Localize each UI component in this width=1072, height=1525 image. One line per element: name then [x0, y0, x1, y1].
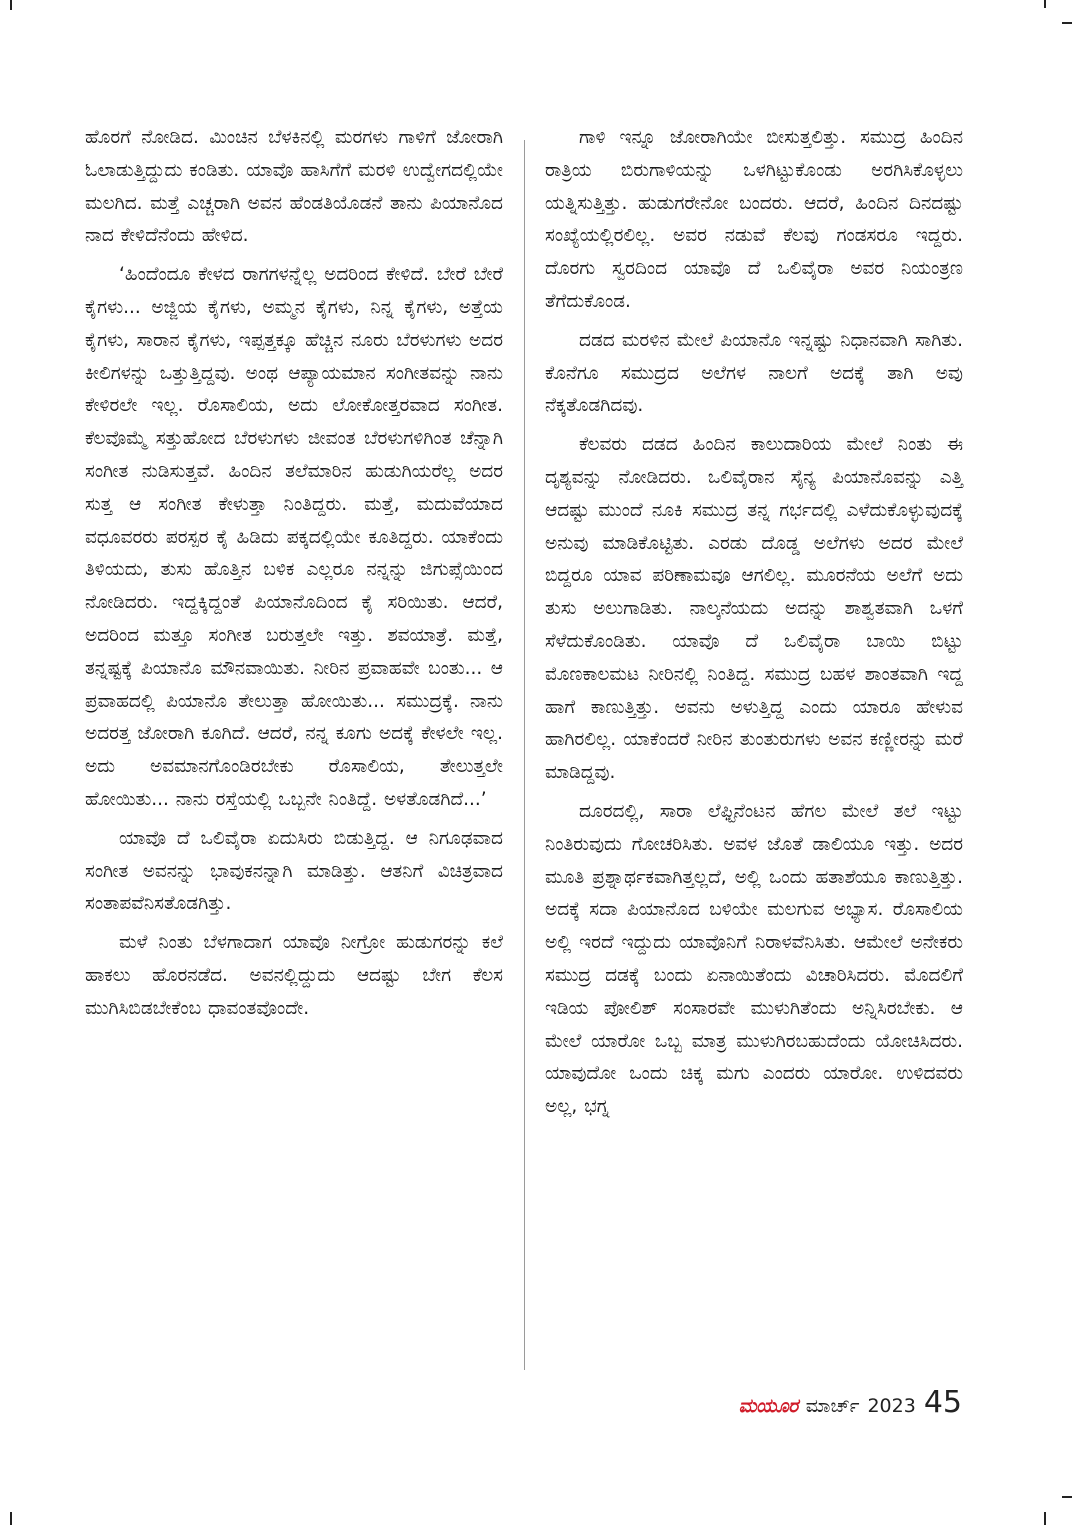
crop-mark-top-right	[1044, 0, 1046, 8]
paragraph: ಹೊರಗೆ ನೋಡಿದ. ಮಿಂಚಿನ ಬೆಳಕಿನಲ್ಲಿ ಮರಗಳು ಗಾಳಿಗೆ ಜೋರಾಗಿ ಓಲಾಡುತ್ತಿದ್ದುದು ಕಂಡಿತು. ಯಾವೊ ಹಾಸಿಗೆಗೆ ಮರಳಿ ಉದ್ವೇಗದಲ್ಲಿಯೇ ಮಲಗಿದ. ಮತ್ತೆ ಎಚ್ಚರಾಗಿ ಅವನ ಹೆಂಡತಿಯೊಡನೆ ತಾನು ಪಿಯಾನೊದ ನಾದ ಕೇಳಿದೆನೆಂದು ಹೇಳಿದ.	[85, 127, 503, 247]
magazine-brand: ಮಯೂರ	[738, 1395, 798, 1417]
paragraph: ಯಾವೊ ದೆ ಒಲಿವೈರಾ ಏದುಸಿರು ಬಿಡುತ್ತಿದ್ದ. ಆ ನಿಗೂಢವಾದ ಸಂಗೀತ ಅವನನ್ನು ಭಾವುಕನನ್ನಾಗಿ ಮಾಡಿತ್ತು. ಆತನಿಗೆ ವಿಚಿತ್ರವಾದ ಸಂತಾಪವೆನಿಸತೊಡಗಿತ್ತು.	[85, 827, 503, 915]
paragraph: ಗಾಳಿ ಇನ್ನೂ ಜೋರಾಗಿಯೇ ಬೀಸುತ್ತಲಿತ್ತು. ಸಮುದ್ರ ಹಿಂದಿನ ರಾತ್ರಿಯ ಬಿರುಗಾಳಿಯನ್ನು ಒಳಗಿಟ್ಟುಕೊಂಡು ಅರಗಿಸಿಕೊಳ್ಳಲು ಯತ್ನಿಸುತ್ತಿತ್ತು. ಹುಡುಗರೇನೋ ಬಂದರು. ಆದರೆ, ಹಿಂದಿನ ದಿನದಷ್ಟು ಸಂಖ್ಯೆಯಲ್ಲಿರಲಿಲ್ಲ. ಅವರ ನಡುವೆ ಕೆಲವು ಗಂಡಸರೂ ಇದ್ದರು. ದೊರಗು ಸ್ವರದಿಂದ ಯಾವೊ ದೆ ಒಲಿವೈರಾ ಅವರ ನಿಯಂತ್ರಣ ತೆಗೆದುಕೊಂಡ.	[545, 127, 963, 312]
left-text-column	[85, 122, 503, 1032]
paragraph: ದೂರದಲ್ಲಿ, ಸಾರಾ ಲೆಫ್ಟಿನೆಂಟನ ಹೆಗಲ ಮೇಲೆ ತಲೆ ಇಟ್ಟು ನಿಂತಿರುವುದು ಗೋಚರಿಸಿತು. ಅವಳ ಜೊತೆ ಡಾಲಿಯೂ ಇತ್ತು. ಅದರ ಮೂತಿ ಪ್ರಶ್ನಾರ್ಥಕವಾಗಿತ್ತಲ್ಲದೆ, ಅಲ್ಲಿ ಒಂದು ಹತಾಶೆಯೂ ಕಾಣುತ್ತಿತ್ತು. ಅದಕ್ಕೆ ಸದಾ ಪಿಯಾನೊದ ಬಳಿಯೇ ಮಲಗುವ ಅಭ್ಯಾಸ. ರೊಸಾಲಿಯ ಅಲ್ಲಿ ಇರದೆ ಇದ್ದುದು ಯಾವೊನಿಗೆ ನಿರಾಳವೆನಿಸಿತು. ಆಮೇಲೆ ಅನೇಕರು ಸಮುದ್ರ ದಡಕ್ಕೆ ಬಂದು ಏನಾಯಿತೆಂದು ವಿಚಾರಿಸಿದರು. ಮೊದಲಿಗೆ ಇಡಿಯ ಪೋಲಿಶ್ ಸಂಸಾರವೇ ಮುಳುಗಿತೆಂದು ಅನ್ನಿಸಿರಬೇಕು. ಆ ಮೇಲೆ ಯಾರೋ ಒಬ್ಬ ಮಾತ್ರ ಮುಳುಗಿರಬಹುದೆಂದು ಯೋಚಿಸಿದರು. ಯಾವುದೋ ಒಂದು ಚಿಕ್ಕ ಮಗು ಎಂದರು ಯಾರೋ. ಉಳಿದವರು ಅಲ್ಲ, ಭಗ್ನ	[545, 800, 963, 1118]
crop-mark-bottom-right	[1044, 1512, 1046, 1525]
paragraph: ಕೆಲವರು ದಡದ ಹಿಂದಿನ ಕಾಲುದಾರಿಯ ಮೇಲೆ ನಿಂತು ಈ ದೃಶ್ಯವನ್ನು ನೋಡಿದರು. ಒಲಿವೈರಾನ ಸೈನ್ಯ ಪಿಯಾನೊವನ್ನು ಎತ್ತಿ ಆದಷ್ಟು ಮುಂದೆ ನೂಕಿ ಸಮುದ್ರ ತನ್ನ ಗರ್ಭದಲ್ಲಿ ಎಳೆದುಕೊಳ್ಳುವುದಕ್ಕೆ ಅನುವು ಮಾಡಿಕೊಟ್ಟಿತು. ಎರಡು ದೊಡ್ಡ ಅಲೆಗಳು ಅದರ ಮೇಲೆ ಬಿದ್ದರೂ ಯಾವ ಪರಿಣಾಮವೂ ಆಗಲಿಲ್ಲ. ಮೂರನೆಯ ಅಲೆಗೆ ಅದು ತುಸು ಅಲುಗಾಡಿತು. ನಾಲ್ಕನೆಯದು ಅದನ್ನು ಶಾಶ್ವತವಾಗಿ ಒಳಗೆ ಸೆಳೆದುಕೊಂಡಿತು. ಯಾವೊ ದೆ ಒಲಿವೈರಾ ಬಾಯಿ ಬಿಟ್ಟು ಮೊಣಕಾಲಮಟ ನೀರಿನಲ್ಲಿ ನಿಂತಿದ್ದ. ಸಮುದ್ರ ಬಹಳ ಶಾಂತವಾಗಿ ಇದ್ದ ಹಾಗೆ ಕಾಣುತ್ತಿತ್ತು. ಅವನು ಅಳುತ್ತಿದ್ದ ಎಂದು ಯಾರೂ ಹೇಳುವ ಹಾಗಿರಲಿಲ್ಲ. ಯಾಕೆಂದರೆ ನೀರಿನ ತುಂತುರುಗಳು ಅವನ ಕಣ್ಣೀರನ್ನು ಮರೆ ಮಾಡಿದ್ದವು.	[545, 434, 963, 784]
paragraph: ‘ಹಿಂದೆಂದೂ ಕೇಳದ ರಾಗಗಳನ್ನೆಲ್ಲ ಅದರಿಂದ ಕೇಳಿದೆ. ಬೇರೆ ಬೇರೆ ಕೈಗಳು... ಅಜ್ಜಿಯ ಕೈಗಳು, ಅಮ್ಮನ ಕೈಗಳು, ನಿನ್ನ ಕೈಗಳು, ಅತ್ತೆಯ ಕೈಗಳು, ಸಾರಾನ ಕೈಗಳು, ಇಪ್ಪತ್ತಕ್ಕೂ ಹೆಚ್ಚಿನ ನೂರು ಬೆರಳುಗಳು ಅದರ ಕೀಲಿಗಳನ್ನು ಒತ್ತುತ್ತಿದ್ದವು. ಅಂಥ ಆಪ್ಯಾಯಮಾನ ಸಂಗೀತವನ್ನು ನಾನು ಕೇಳಿರಲೇ ಇಲ್ಲ. ರೊಸಾಲಿಯ, ಅದು ಲೋಕೋತ್ತರವಾದ ಸಂಗೀತ. ಕೆಲವೊಮ್ಮೆ ಸತ್ತುಹೋದ ಬೆರಳುಗಳು ಜೀವಂತ ಬೆರಳುಗಳಿಗಿಂತ ಚೆನ್ನಾಗಿ ಸಂಗೀತ ನುಡಿಸುತ್ತವೆ. ಹಿಂದಿನ ತಲೆಮಾರಿನ ಹುಡುಗಿಯರೆಲ್ಲ ಅದರ ಸುತ್ತ ಆ ಸಂಗೀತ ಕೇಳುತ್ತಾ ನಿಂತಿದ್ದರು. ಮತ್ತೆ, ಮದುವೆಯಾದ ವಧೂವರರು ಪರಸ್ಪರ ಕೈ ಹಿಡಿದು ಪಕ್ಕದಲ್ಲಿಯೇ ಕೂತಿದ್ದರು. ಯಾಕೆಂದು ತಿಳಿಯದು, ತುಸು ಹೊತ್ತಿನ ಬಳಿಕ ಎಲ್ಲರೂ ನನ್ನನ್ನು ಜಿಗುಪ್ಸೆಯಿಂದ ನೋಡಿದರು. ಇದ್ದಕ್ಕಿದ್ದಂತೆ ಪಿಯಾನೊದಿಂದ ಕೈ ಸರಿಯಿತು. ಆದರೆ, ಅದರಿಂದ ಮತ್ತೂ ಸಂಗೀತ ಬರುತ್ತಲೇ ಇತ್ತು. ಶವಯಾತ್ರೆ. ಮತ್ತೆ, ತನ್ನಷ್ಟಕ್ಕೆ ಪಿಯಾನೊ ಮೌನವಾಯಿತು. ನೀರಿನ ಪ್ರವಾಹವೇ ಬಂತು... ಆ ಪ್ರವಾಹದಲ್ಲಿ ಪಿಯಾನೊ ತೇಲುತ್ತಾ ಹೋಯಿತು... ಸಮುದ್ರಕ್ಕೆ. ನಾನು ಅದರತ್ತ ಜೋರಾಗಿ ಕೂಗಿದೆ. ಆದರೆ, ನನ್ನ ಕೂಗು ಅದಕ್ಕೆ ಕೇಳಲೇ ಇಲ್ಲ. ಅದು ಅವಮಾನಗೊಂಡಿರಬೇಕು ರೊಸಾಲಿಯ, ತೇಲುತ್ತಲೇ ಹೋಯಿತು... ನಾನು ರಸ್ತೆಯಲ್ಲಿ ಒಬ್ಬನೇ ನಿಂತಿದ್ದೆ. ಅಳತೊಡಗಿದೆ...’	[85, 264, 503, 810]
crop-mark-right-lower	[1062, 1496, 1072, 1498]
crop-mark-right-upper	[1062, 22, 1072, 24]
paragraph: ಮಳೆ ನಿಂತು ಬೆಳಗಾದಾಗ ಯಾವೊ ನೀಗ್ರೋ ಹುಡುಗರನ್ನು ಕಲೆ ಹಾಕಲು ಹೊರನಡೆದ. ಅವನಲ್ಲಿದ್ದುದು ಆದಷ್ಟು ಬೇಗ ಕೆಲಸ ಮುಗಿಸಿಬಿಡಬೇಕೆಂಬ ಧಾವಂತವೊಂದೇ.	[85, 932, 503, 1019]
paragraph: ದಡದ ಮರಳಿನ ಮೇಲೆ ಪಿಯಾನೊ ಇನ್ನಷ್ಟು ನಿಧಾನವಾಗಿ ಸಾಗಿತು. ಕೊನೆಗೂ ಸಮುದ್ರದ ಅಲೆಗಳ ನಾಲಗೆ ಅದಕ್ಕೆ ತಾಗಿ ಅವು ನೆಕ್ಕತೊಡಗಿದವು.	[545, 329, 963, 417]
crop-mark-bottom-left	[10, 1512, 12, 1525]
page-number: 45	[923, 1385, 962, 1420]
issue-month: ಮಾರ್ಚ್	[805, 1395, 860, 1417]
crop-mark-top-left	[10, 0, 12, 10]
column-divider	[524, 140, 525, 1370]
page-footer	[739, 1385, 962, 1435]
right-text-column	[545, 122, 963, 1130]
issue-year: 2023	[867, 1395, 916, 1417]
